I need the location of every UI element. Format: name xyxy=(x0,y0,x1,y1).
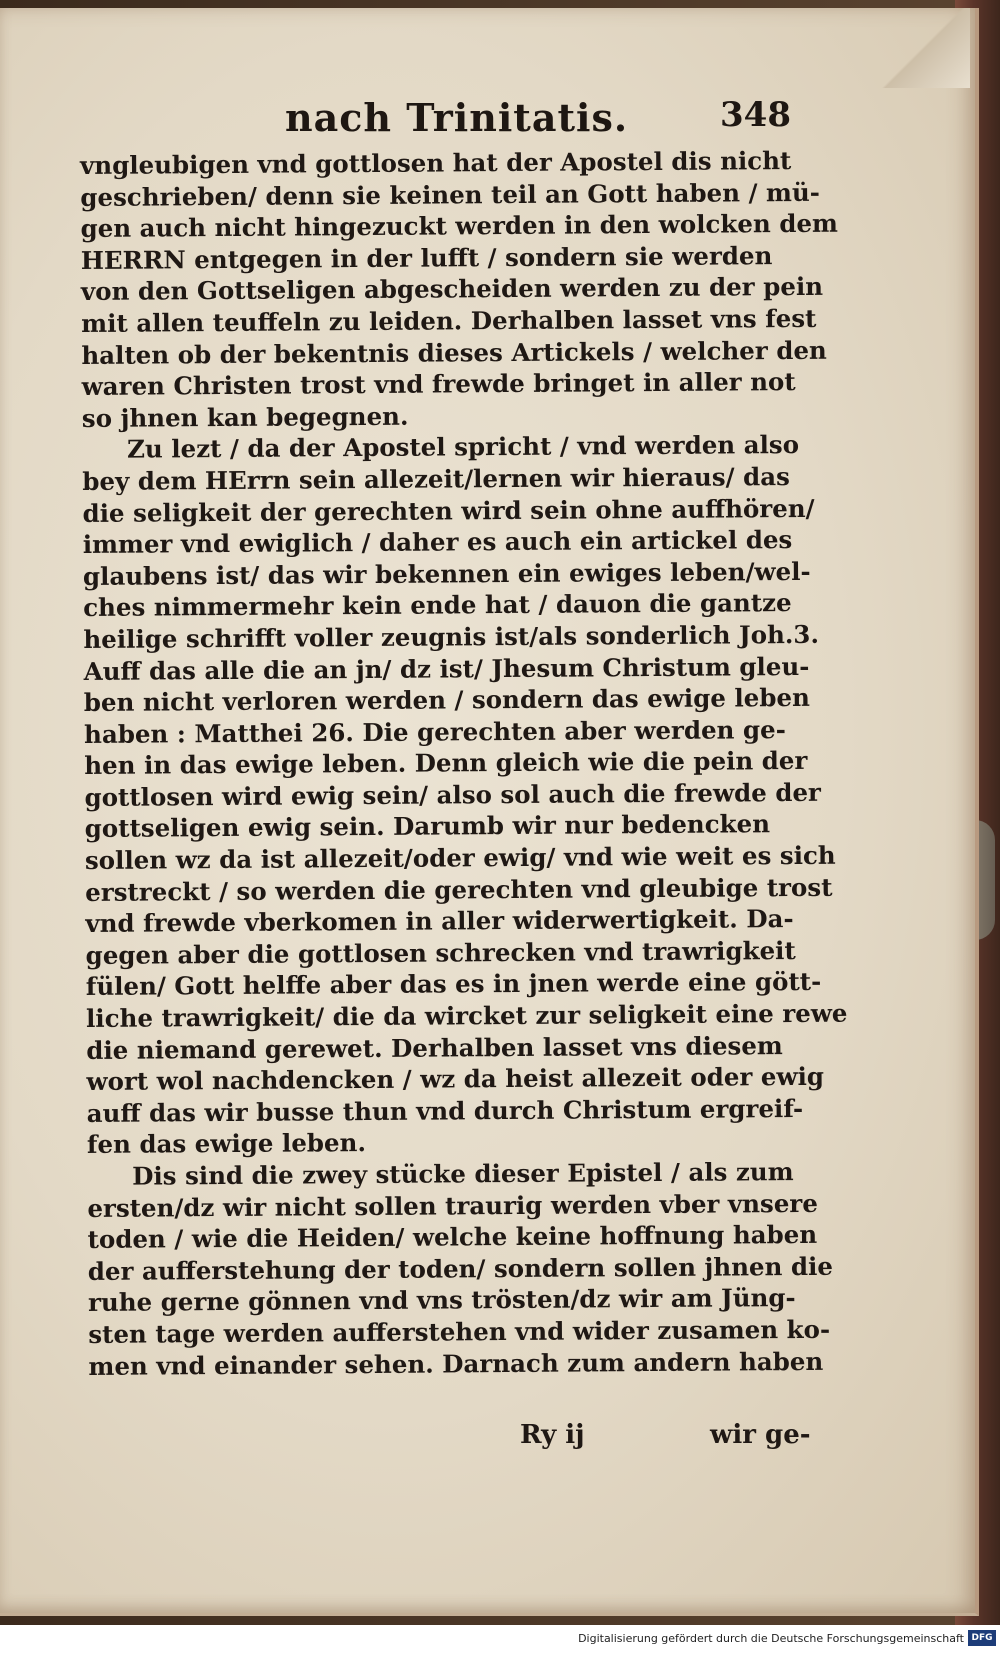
signature-mark: Ry ij xyxy=(520,1420,585,1450)
text-line: gen auch nicht hingezuckt werden in den wolcken dem xyxy=(80,208,839,244)
text-line: gottlosen wird ewig sein/ also sol auch die frewde der xyxy=(84,777,821,812)
text-line: gottseligen ewig sein. Darumb wir nur bedencken xyxy=(84,809,771,844)
text-line: vnd frewde vberkomen in aller widerwertigkeit. Da- xyxy=(85,904,794,939)
text-line: gegen aber die gottlosen schrecken vnd trawrigkeit xyxy=(85,935,796,970)
page-number: 348 xyxy=(720,95,791,135)
text-line: toden / wie die Heiden/ welche keine hoffnung haben xyxy=(87,1220,818,1255)
text-line: ersten/dz wir nicht sollen traurig werden vber vnsere xyxy=(87,1188,818,1223)
text-line: Dis sind die zwey stücke dieser Epistel / als zum xyxy=(132,1157,794,1191)
text-line: fen das ewige leben. xyxy=(86,1128,367,1160)
text-line: fülen/ Gott helffe aber das es in jnen werde eine gött- xyxy=(85,967,822,1002)
text-line: von den Gottseligen abgescheiden werden zu der pein xyxy=(80,272,824,307)
funding-credit: Digitalisierung gefördert durch die Deutsche Forschungsgemeinschaft xyxy=(578,1632,964,1645)
text-line: so jhnen kan begegnen. xyxy=(81,401,409,433)
catchword: wir ge- xyxy=(710,1420,811,1450)
text-line: bey dem HErrn sein allezeit/lernen wir hieraus/ das xyxy=(82,461,790,496)
text-line: mit allen teuffeln zu leiden. Derhalben lasset vns fest xyxy=(81,303,817,338)
text-line: die niemand gerewet. Derhalben lasset vns diesem xyxy=(86,1030,783,1065)
body-text xyxy=(80,145,848,1382)
text-line: erstreckt / so werden die gerechten vnd gleubige trost xyxy=(85,872,833,907)
text-line: sollen wz da ist allezeit/oder ewig/ vnd wie weit es sich xyxy=(84,840,836,876)
text-line: men vnd einander sehen. Darnach zum andern haben xyxy=(88,1346,824,1381)
text-line: heilige schrifft voller zeugnis ist/als sonderlich Joh.3. xyxy=(83,619,820,654)
text-line: halten ob der bekentnis dieses Artickels / welcher den xyxy=(81,335,827,370)
text-line: haben : Matthei 26. Die gerechten aber werden ge- xyxy=(83,714,786,749)
text-line: geschrieben/ denn sie keinen teil an Gott haben / mü- xyxy=(80,177,821,212)
page-corner-fold xyxy=(880,8,970,88)
text-line: die seligkeit der gerechten wird sein ohne auffhören/ xyxy=(82,493,815,528)
text-line: hen in das ewige leben. Denn gleich wie die pein der xyxy=(84,746,808,781)
text-line: sten tage werden aufferstehen vnd wider zusamen ko- xyxy=(88,1314,831,1349)
text-line: Zu lezt / da der Apostel spricht / vnd werden also xyxy=(126,430,800,465)
text-line: liche trawrigkeit/ die da wircket zur seligkeit eine rewe xyxy=(85,998,848,1034)
text-line: auff das wir busse thun vnd durch Christum ergreif- xyxy=(86,1093,804,1128)
text-line: ruhe gerne gönnen vnd vns trösten/dz wir am Jüng- xyxy=(87,1283,796,1318)
text-line: Auff das alle die an jn/ dz ist/ Jhesum Christum gleu- xyxy=(83,651,810,686)
text-line: der aufferstehung der toden/ sondern sollen jhnen die xyxy=(87,1251,834,1286)
text-line: waren Christen trost vnd frewde bringet in aller not xyxy=(81,367,796,402)
text-line: ches nimmermehr kein ende hat / dauon die gantze xyxy=(83,588,792,623)
text-line: vngleubigen vnd gottlosen hat der Apostel dis nicht xyxy=(80,146,792,180)
text-line: wort wol nachdencken / wz da heist allezeit oder ewig xyxy=(86,1062,825,1097)
text-line: HERRN entgegen in der lufft / sondern sie werden xyxy=(80,240,773,275)
text-line: ben nicht verloren werden / sondern das ewige leben xyxy=(83,683,810,718)
running-head: nach Trinitatis. xyxy=(285,95,629,140)
dfg-logo: DFG xyxy=(968,1630,996,1646)
text-line: immer vnd ewiglich / daher es auch ein artickel des xyxy=(82,525,793,560)
text-line: glaubens ist/ das wir bekennen ein ewiges leben/wel- xyxy=(82,556,811,591)
